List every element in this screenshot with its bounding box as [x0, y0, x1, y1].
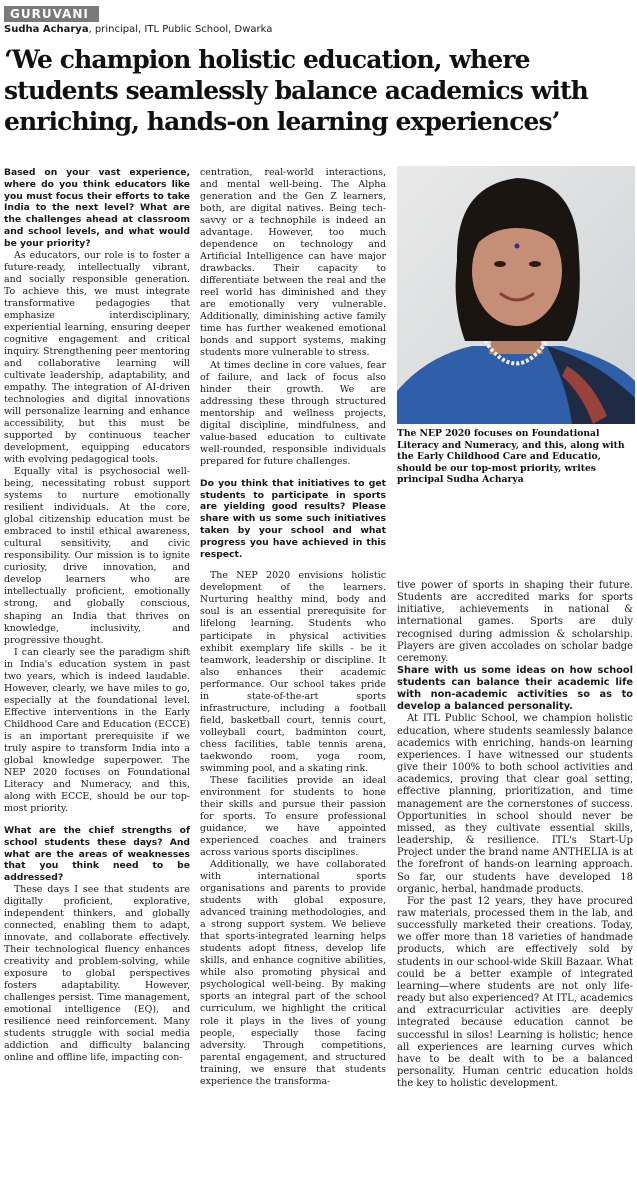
paragraph: centration, real-world interactions, and mental well-being. The Alpha generation and the Gen Z learners, both, are digital natives. Being tech-savvy or a technophile is indeed an advantage. However, too much dependence on technology and Artificial Intelligence can have major drawbacks. Their capacity to differentiate between the real and the reel world has diminished and they are emotionally very vulnerable. Additionally, diminishing active family time has further weakened emotional bonds and support systems, making students more vulnerable to stress. — [200, 167, 386, 359]
portrait-illustration — [397, 166, 635, 424]
paragraph: Additionally, we have collaborated with international sports organisations and parents to provide students with global exposure, advanced training methodologies, and a strong support system. We believe that sports-integrated learning helps students adopt fitness, develop life skills, and enhance cognitive abilities, while also promoting physical and psychological well-being. By making sports an integral part of the school curriculum, we highlight the critical role it plays in the lives of young people, especially those facing adversity. Through competitions, parental engagement, and structured training, we ensure that students experience the transforma- — [200, 859, 386, 1087]
author-name: Sudha Acharya — [4, 24, 89, 35]
paragraph: Equally vital is psychosocial well-being, necessitating robust support systems to nurture emotionally resilient individuals. At the core, global citizenship education must be embraced to instil ethical awareness, cultural sensitivity, and civic responsibility. Our mission is to ignite curiosity, drive innovation, and develop learners who are intellectually proficient, emotionally strong, and globally conscious, shaping an India that thrives on knowledge, inclusivity, and progressive thought. — [4, 466, 190, 646]
question-3: Do you think that initiatives to get students to participate in sports are yielding good results? Please share with us some such initiatives taken by your school and what progress you have achieved in this respect. — [200, 477, 386, 560]
article-column-2 — [200, 167, 386, 1189]
question-1: Based on your vast experience, where do you think educators like you must focus their efforts to take India to the next level? What are the challenges ahead at classroom and school levels, and what would be your priority? — [4, 167, 190, 249]
section-tag: GURUVANI — [4, 6, 99, 22]
author-role: , principal, ITL Public School, Dwarka — [88, 24, 273, 35]
paragraph: These days I see that students are digitally proficient, explorative, independent thinkers, and globally connected, enabling them to adapt, innovate, and collaborate effectively. Their technological fluency enhances creativity and problem-solving, while exposure to global perspectives fosters adaptability. However, challenges persist. Time management, emotional intelligence (EQ), and resilience need reinforcement. Many students struggle with social media addiction and difficulty balancing online and offline life, impacting con- — [4, 884, 190, 1064]
paragraph: As educators, our role is to foster a future-ready, intellectually vibrant, and socially responsible generation. To achieve this, we must integrate transformative pedagogies that emphasize interdisciplinary, experiential learning, ensuring deeper cognitive engagement and critical inquiry. Strengthening peer mentoring and collaborative learning will cultivate leadership, adaptability, and empathy. The integration of AI-driven technologies and digital innovations will personalize learning and enhance accessibility, but this must be supported by continuous teacher development, equipping educators with evolving pedagogical tools. — [4, 249, 190, 466]
paragraph: tive power of sports in shaping their future. Students are accredited marks for sports initiative, achievements in national & international games. Sports are duly recognised during admission & scholarship. Players are given accolades on scholar badge ceremony. — [397, 580, 633, 664]
headline: ‘We champion holistic education, where students seamlessly balance academics with enriching, hands-on learning experiences’ — [4, 45, 588, 136]
paragraph: For the past 12 years, they have procured raw materials, processed them in the lab, and successfully marketed their creations. Today, we offer more than 18 varieties of handmade products, which are effectively sold by students in our school-wide Skill Bazaar. What could be a better example of integrated learning—where students are not only life-ready but also experienced? At ITL, academics and extracurricular activities are deeply integrated because education cannot be successful in silos! Learning is holistic; hence all experiences are learning curves which have to be dealt with to be a balanced personality. Human centric education holds the key to holistic development. — [397, 895, 633, 1090]
question-2: What are the chief strengths of school students these days? And what are the areas of weaknesses that you think need to be addressed? — [4, 825, 190, 884]
question-4: Share with us some ideas on how school students can balance their academic life with non-academic activities so as to develop a balanced personality. — [397, 665, 633, 713]
byline — [4, 24, 272, 35]
portrait-photo — [397, 166, 635, 424]
photo-caption: The NEP 2020 focuses on Foundational Literacy and Numeracy, and this, along with the Early Childhood Care and Educatio, should be our top-most priority, writes principal Sudha Acharya — [397, 428, 625, 486]
article-column-3 — [397, 580, 633, 1189]
paragraph: At times decline in core values, fear of failure, and lack of focus also hinder their growth. We are addressing these through structured mentorship and wellness projects, digital discipline, mindfulness, and value-based education to cultivate well-rounded, responsible individuals prepared for future challenges. — [200, 359, 386, 467]
paragraph: The NEP 2020 envisions holistic development of the learners. Nurturing healthy mind, body and soul is an essential prerequisite for lifelong learning. Students who participate in physical activities exhibit exemplary life skills - be it teamwork, leadership or discipline. It also enhances their academic performance. Our school takes pride in state-of-the-art sports infrastructure, including a football field, basketball court, tennis court, volleyball court, badminton court, chess facilities, table tennis arena, taekwondo room, yoga room, swimming pool, and a skating rink. — [200, 570, 386, 774]
article-column-1 — [4, 167, 190, 1189]
paragraph: At ITL Public School, we champion holistic education, where students seamlessly balance academics with enriching, hands-on learning experiences. I have witnessed our students give their 100% to both school activities and academics, proving that clear goal setting, effective planning, prioritization, and time management are the cornerstones of success. Opportunities in school should never be missed, as they cultivate essential skills, leadership, & resilience. ITL's Start-Up Project under the brand name ANTHELIA is at the forefront of hands-on learning approach. So far, our students have developed 18 organic, herbal, handmade products. — [397, 713, 633, 895]
paragraph: I can clearly see the paradigm shift in India's education system in past two years, which is indeed laudable. However, clearly, we have miles to go, especially at the foundational level. Effective interventions in the Early Childhood Care and Education (ECCE) is an important prerequisite if we truly aspire to transform India into a global knowledge superpower. The NEP 2020 focuses on Foundational Literacy and Numeracy, and this, along with ECCE, should be our top-most priority. — [4, 646, 190, 815]
paragraph: These facilities provide an ideal environment for students to hone their skills and pursue their passion for sports. To ensure professional guidance, we have appointed experienced coaches and trainers across various sports disciplines. — [200, 774, 386, 859]
